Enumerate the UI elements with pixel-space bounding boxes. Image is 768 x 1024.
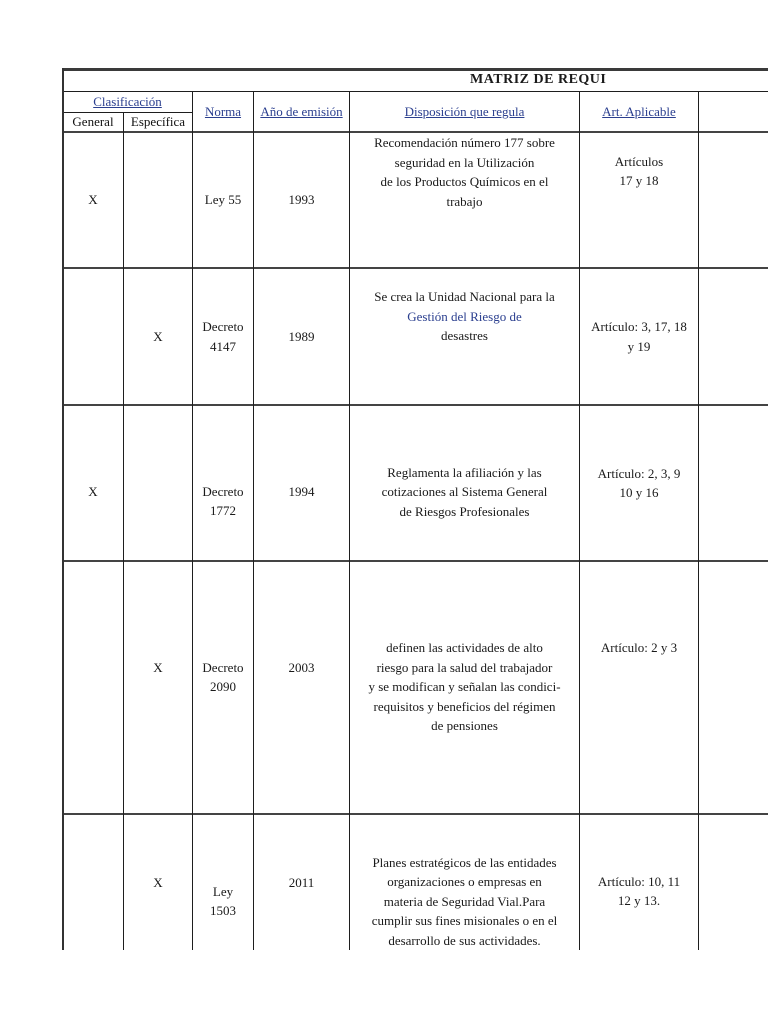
header-disposicion[interactable]: Disposición que regula: [404, 103, 525, 119]
matrix-title: MATRIZ DE REQUI: [470, 72, 607, 87]
header-clasificacion[interactable]: Clasificación: [93, 94, 162, 110]
row3-disposicion: Reglamenta la afiliación y las cotizaciones al Sistema General de Riesgos Profesionales: [381, 464, 548, 519]
row2-norma: Decreto 4147: [202, 319, 244, 354]
row2-disposicion-line1: Se crea la Unidad Nacional para la: [374, 289, 555, 304]
row1-especifica: [124, 133, 192, 267]
row1-anio: 1993: [288, 192, 315, 208]
row1-articulo: Artículos 17 y 18: [614, 153, 664, 188]
row2-disposicion-line3: desastres: [441, 328, 488, 343]
row2-general: [63, 269, 123, 404]
header-norma[interactable]: Norma: [204, 103, 242, 119]
row2-disposicion: [350, 287, 579, 347]
row2-especifica: X: [153, 328, 163, 344]
row4-especifica: X: [153, 659, 163, 675]
row1-general: X: [88, 192, 98, 208]
row5-articulo: Artículo: 10, 11 12 y 13.: [597, 873, 681, 908]
row3-anio: 1994: [288, 484, 315, 500]
row3-norma: Decreto 1772: [202, 483, 244, 518]
header-general: General: [72, 114, 114, 130]
row3-especifica: [124, 406, 192, 578]
row5-disposicion: Planes estratégicos de las entidades organizaciones o empresas en materia de Seguridad Vial.Para cumplir sus fines misionales o en el desarrollo de sus actividades.: [371, 854, 558, 948]
row4-articulo: Artículo: 2 y 3: [600, 640, 678, 656]
row5-especifica: X: [153, 874, 163, 890]
row4-general: [63, 562, 123, 773]
header-anio-emision[interactable]: Año de emisión: [260, 103, 343, 119]
row3-articulo: Artículo: 2, 3, 9 10 y 16: [597, 465, 681, 500]
row5-anio: 2011: [288, 874, 315, 890]
header-articulo[interactable]: Art. Aplicable: [602, 103, 676, 119]
row3-general: X: [88, 484, 98, 500]
row2-anio: 1989: [288, 328, 315, 344]
row1-norma: Ley 55: [204, 192, 242, 208]
row4-anio: 2003: [288, 659, 315, 675]
row2-articulo: Artículo: 3, 17, 18 y 19: [591, 319, 687, 354]
row4-disposicion: definen las actividades de alto riesgo para la salud del trabajador y se modifican y señalan las condici- requisitos y beneficios del régimen de pensiones: [368, 640, 561, 734]
header-especifica: Específica: [130, 114, 186, 130]
row5-norma: Ley 1503: [210, 883, 236, 918]
col-articulo-right: [698, 91, 699, 950]
row5-general: [63, 815, 123, 950]
table-top-border: [62, 68, 768, 71]
row4-norma: Decreto 2090: [202, 659, 244, 694]
row1-disposicion: Recomendación número 177 sobre seguridad en la Utilización de los Productos Químicos en el trabajo: [374, 135, 555, 209]
row2-disposicion-line2: Gestión del Riesgo de: [407, 308, 522, 324]
